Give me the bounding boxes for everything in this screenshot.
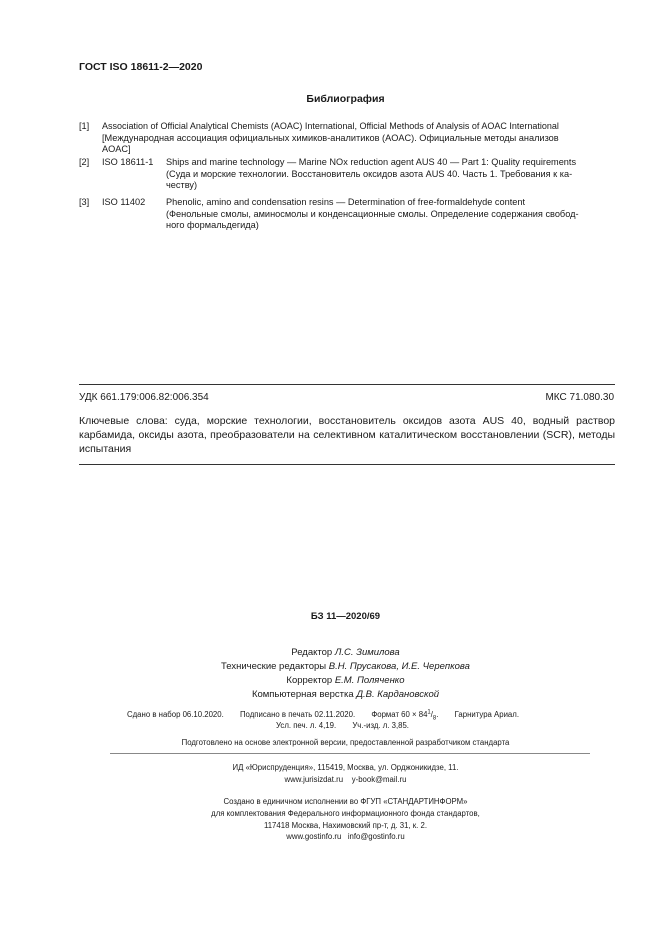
producer-address: 117418 Москва, Нахимовский пр-т, д. 31, к. 2. bbox=[263, 821, 428, 830]
publisher-contacts bbox=[0, 775, 661, 784]
imprint-row bbox=[127, 709, 533, 721]
entry-line: Association of Official Analytical Chemists (AOAC) International, Official Methods of Analysis of AOAC International bbox=[102, 121, 559, 131]
layout-label: Компьютерная верстка bbox=[251, 689, 354, 700]
corrector-line bbox=[0, 673, 661, 688]
udk-code: УДК 661.179:006.82:006.354 bbox=[79, 392, 209, 403]
signed-date: Подписано в печать 02.11.2020. bbox=[239, 709, 356, 719]
entry-text bbox=[102, 121, 614, 156]
typeface: Гарнитура Ариал. bbox=[454, 709, 519, 719]
entry-line: ного формальдегида) bbox=[166, 220, 259, 231]
paper-format: Формат $60 \times 84^1/_8$. bbox=[371, 709, 439, 722]
entry-code: ISO 18611-1 bbox=[102, 157, 154, 167]
producer-line: для комплектования Федерального информационного фонда стандартов, bbox=[211, 809, 480, 818]
format-denominator: 8 bbox=[432, 715, 437, 722]
entry-code: ISO 11402 bbox=[102, 197, 146, 207]
pub-sheets: Уч.-изд. л. 3,85. bbox=[352, 721, 409, 730]
divider bbox=[110, 753, 590, 754]
entry-line: (Суда и морские технологии. Восстановитель оксидов азота AUS 40. Часть 1. Требования к ка- bbox=[166, 168, 573, 179]
publisher-email: y-book@mail.ru bbox=[351, 775, 407, 784]
tech-editors-line bbox=[0, 659, 661, 674]
entry-line: Ships and marine technology — Marine NOx reduction agent AUS 40 — Part 1: Quality requirements bbox=[166, 157, 577, 167]
entry-number: [2] bbox=[79, 157, 90, 167]
editor-name: Л.С. Зимилова bbox=[334, 647, 400, 658]
entry-line: (Фенольные смолы, аминосмолы и конденсационные смолы. Определение содержания свобод- bbox=[166, 208, 579, 219]
layout-line bbox=[0, 687, 661, 702]
editor-label: Редактор bbox=[291, 647, 333, 658]
entry-line: AOAC] bbox=[102, 144, 131, 155]
producer-site: www.gostinfo.ru bbox=[286, 832, 342, 841]
divider bbox=[79, 384, 615, 385]
bibliography-title: Библиография bbox=[306, 93, 385, 105]
producer-email: info@gostinfo.ru bbox=[347, 832, 405, 841]
print-sheets: Усл. печ. л. 4,19. bbox=[276, 721, 337, 730]
editor-line bbox=[0, 645, 661, 660]
keywords: Ключевые слова: суда, морские технологии, восстановитель оксидов азота AUS 40, водный раствор карбамида, оксиды азота, преобразователи на селективном каталитическом восстановлении (SCR), методы испытания bbox=[79, 415, 615, 455]
producer-contacts bbox=[0, 832, 661, 841]
tech-editors-names: В.Н. Прусакова, И.Е. Черепкова bbox=[328, 661, 470, 672]
standard-header: ГОСТ ISO 18611-2—2020 bbox=[79, 61, 203, 73]
format-suffix: . bbox=[436, 709, 439, 719]
bz-number: БЗ 11—2020/69 bbox=[310, 611, 381, 622]
entry-line: [Международная ассоциация официальных химиков-аналитиков (AOAC). Официальные методы анализов bbox=[102, 132, 559, 143]
imprint-row-2 bbox=[276, 721, 423, 730]
entry-text bbox=[166, 157, 614, 192]
divider bbox=[79, 464, 615, 465]
format-numerator: 1 bbox=[427, 709, 431, 715]
tech-editors-label: Технические редакторы bbox=[221, 661, 327, 672]
submitted-date: Сдано в набор 06.10.2020. bbox=[127, 709, 224, 719]
corrector-label: Корректор bbox=[286, 675, 333, 686]
entry-line: Phenolic, amino and condensation resins — Determination of free-formaldehyde content bbox=[166, 197, 526, 207]
entry-line: честву) bbox=[166, 180, 198, 191]
format-prefix: Формат 60 × 84 bbox=[371, 709, 428, 719]
publisher-site: www.jurisizdat.ru bbox=[284, 775, 344, 784]
layout-name: Д.В. Кардановской bbox=[356, 689, 440, 700]
mks-code: МКС 71.080.30 bbox=[545, 392, 614, 403]
producer-line: Создано в единичном исполнении во ФГУП «СТАНДАРТИНФОРМ» bbox=[223, 797, 468, 806]
entry-text bbox=[166, 197, 614, 232]
prepared-note: Подготовлено на основе электронной версии, предоставленной разработчиком стандарта bbox=[181, 738, 510, 747]
corrector-name: Е.М. Поляченко bbox=[334, 675, 405, 686]
entry-number: [3] bbox=[79, 197, 90, 207]
entry-number: [1] bbox=[79, 121, 90, 131]
publisher-address: ИД «Юриспруденция», 115419, Москва, ул. Орджоникидзе, 11. bbox=[232, 763, 459, 772]
